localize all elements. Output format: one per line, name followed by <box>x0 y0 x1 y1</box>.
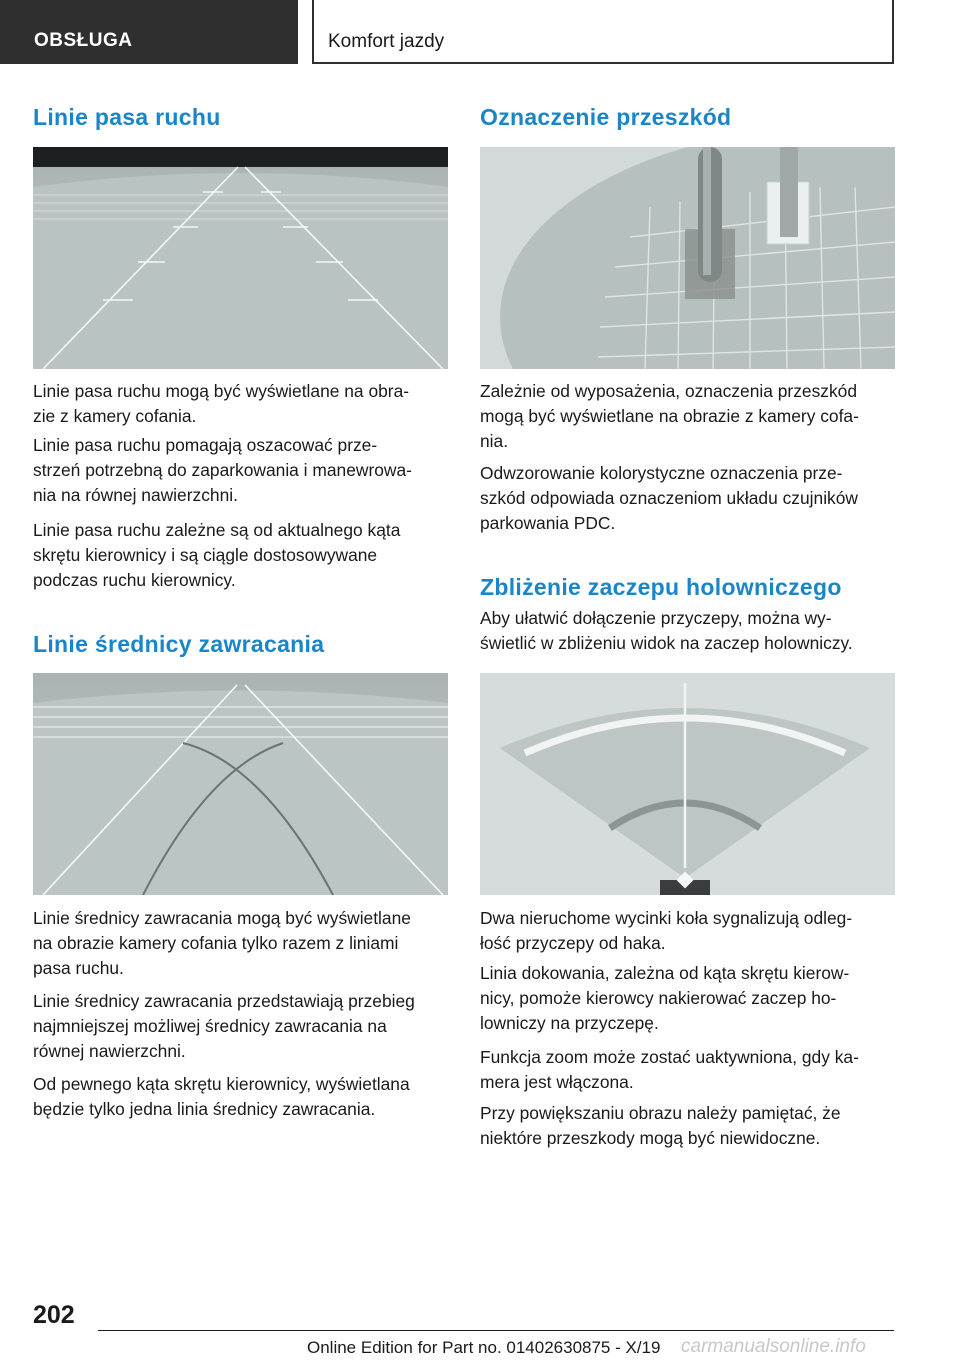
hitch-zoom-image <box>480 673 895 895</box>
page-number: 202 <box>33 1301 75 1329</box>
obstacle-markers-image <box>480 147 895 369</box>
heading-lane-lines: Linie pasa ruchu <box>33 104 221 130</box>
hitch-zoom-paragraph-2: Dwa nieruchome wycinki koła sygnalizują odleg- łość przyczepy od haka. <box>480 908 853 953</box>
hitch-zoom-paragraph-5: Przy powiększaniu obrazu należy pamiętać, że niektóre przeszkody mogą być niewidoczne. <box>480 1103 841 1148</box>
lane-lines-paragraph-1: Linie pasa ruchu mogą być wyświetlane na obra- zie z kamery cofania. <box>33 381 410 426</box>
lane-lines-paragraph-3: Linie pasa ruchu zależne są od aktualnego kąta skrętu kierownicy i są ciągle dostosowywane podczas ruchu kierownicy. <box>33 520 401 590</box>
heading-hitch-zoom: Zbliżenie zaczepu holowniczego <box>480 574 842 600</box>
hitch-zoom-paragraph-1: Aby ułatwić dołączenie przyczepy, można wy- świetlić w zbliżeniu widok na zaczep holowniczy. <box>480 608 853 653</box>
lane-lines-paragraph-2: Linie pasa ruchu pomagają oszacować prze- strzeń potrzebną do zaparkowania i manewrowa- nia na równej nawierzchni. <box>33 435 412 505</box>
hitch-zoom-paragraph-3: Linia dokowania, zależna od kąta skrętu kierow- nicy, pomoże kierowcy nakierować zaczep ho- lowniczy na przyczepę. <box>480 963 850 1033</box>
lane-lines-image <box>33 147 448 369</box>
hitch-zoom-paragraph-4: Funkcja zoom może zostać uaktywniona, gdy ka- mera jest włączona. <box>480 1047 859 1092</box>
obstacles-paragraph-2: Odwzorowanie kolorystyczne oznaczenia prze- szkód odpowiada oznaczeniom układu czujników parkowania PDC. <box>480 463 858 533</box>
chapter-tab <box>312 0 894 64</box>
heading-obstacles: Oznaczenie przeszkód <box>480 104 732 130</box>
chapter-title: Komfort jazdy <box>328 31 445 52</box>
section-title: OBSŁUGA <box>34 30 133 51</box>
turning-circle-paragraph-3: Od pewnego kąta skrętu kierownicy, wyświetlana będzie tylko jedna linia średnicy zawracania. <box>33 1074 410 1119</box>
edition-note: Online Edition for Part no. 01402630875 - X/19 <box>307 1338 661 1357</box>
watermark: carmanualsonline.info <box>681 1336 866 1357</box>
turning-circle-image <box>33 673 448 895</box>
turning-circle-paragraph-2: Linie średnicy zawracania przedstawiają przebieg najmniejszej możliwej średnicy zawracania na równej nawierzchni. <box>33 991 415 1061</box>
turning-circle-paragraph-1: Linie średnicy zawracania mogą być wyświetlane na obrazie kamery cofania tylko razem z liniami pasa ruchu. <box>33 908 411 978</box>
obstacles-paragraph-1: Zależnie od wyposażenia, oznaczenia przeszkód mogą być wyświetlane na obrazie z kamery cofa- nia. <box>480 381 859 451</box>
section-tab <box>0 0 298 64</box>
footer-divider <box>98 1330 894 1331</box>
heading-turning-circle: Linie średnicy zawracania <box>33 631 325 657</box>
